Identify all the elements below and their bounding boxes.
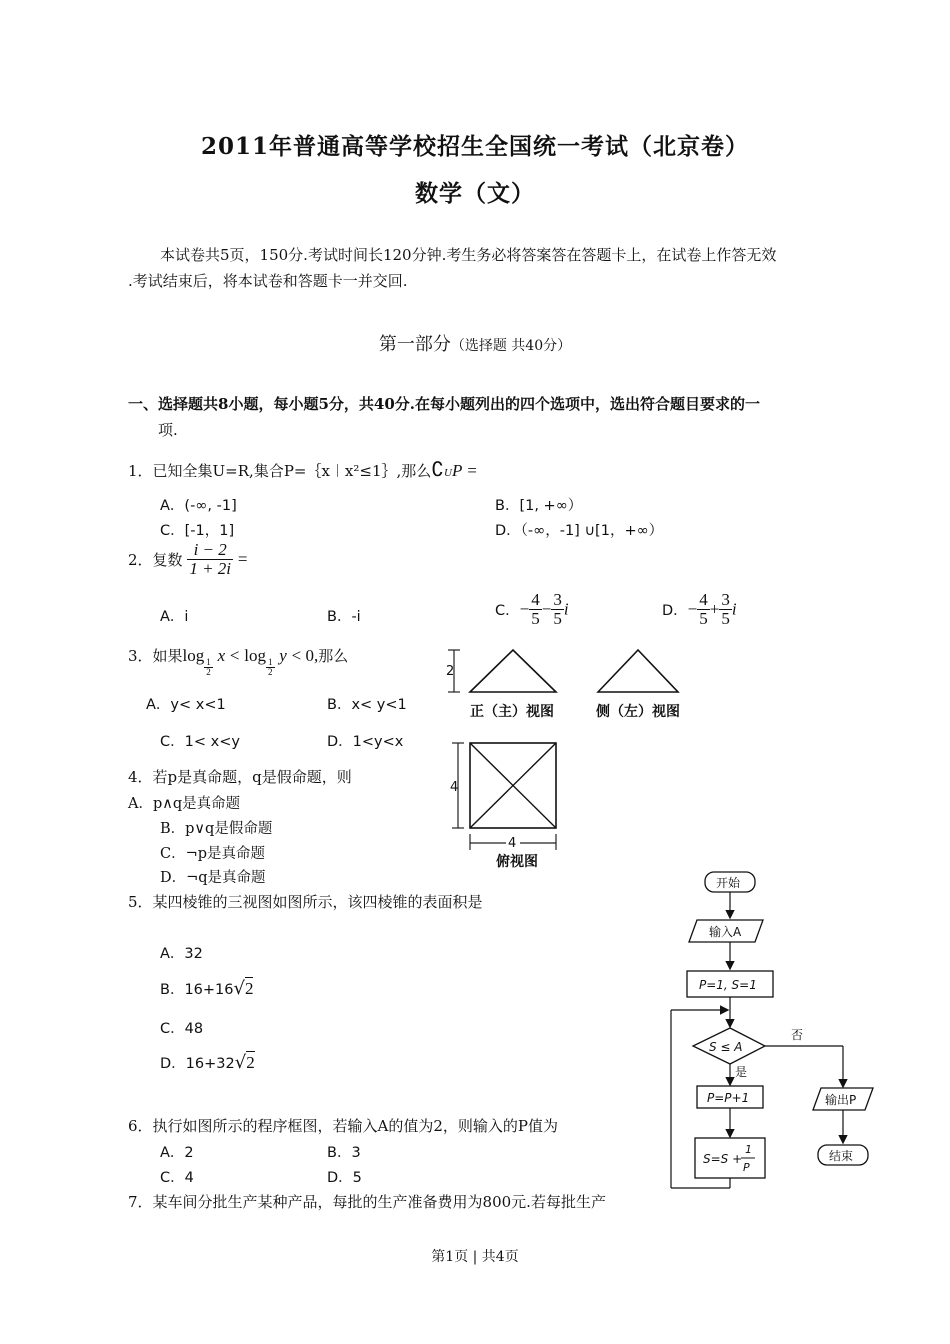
three-views-figure [438, 640, 708, 875]
q1-option-a: A．(-∞, -1] [160, 498, 237, 514]
q2-option-a: A．i [160, 609, 189, 625]
section-line-2: 项. [158, 421, 178, 439]
q2-c-imag: i [563, 599, 569, 619]
q6-option-d: D．5 [327, 1170, 362, 1186]
flow-end-label: 结束 [829, 1149, 854, 1163]
q2-c-frac1 [529, 591, 542, 628]
flowchart-figure [665, 868, 880, 1193]
part-title: 第一部分 [378, 334, 451, 355]
side-view-triangle [598, 650, 678, 692]
q3-log-1: log [182, 646, 205, 665]
q2-d-frac1-den: 5 [699, 608, 708, 628]
side-view-label: 侧（左）视图 [596, 704, 680, 720]
q2-option-d [662, 591, 737, 628]
sqrt-symbol: √ [233, 978, 245, 999]
q3-base-2-num: 1 [268, 656, 273, 667]
q5-stem: 5．某四棱锥的三视图如图所示，该四棱锥的表面积是 [128, 893, 483, 911]
q3-base-1-den: 2 [206, 667, 211, 677]
q2-d-frac1-num: 4 [699, 590, 708, 609]
top-view-label: 俯视图 [496, 854, 538, 870]
q2-c-sign2: − [541, 599, 552, 619]
q4-option-a: A．p∧q是真命题 [128, 796, 241, 812]
q5-d-text: D．16+32 [160, 1056, 235, 1072]
q1-option-c: C．[-1，1] [160, 523, 235, 539]
front-view-triangle [470, 650, 556, 692]
q6-option-b: B．3 [327, 1145, 361, 1161]
q2-d-sign2: + [709, 599, 720, 619]
q2-c-frac2-num: 3 [553, 590, 562, 609]
q2-fraction [187, 541, 233, 578]
q2-d-frac2 [719, 591, 732, 628]
flow-init-label: P=1, S=1 [699, 978, 757, 992]
sqrt-symbol: √ [234, 1052, 247, 1073]
flow-step2-label: S=S + [703, 1152, 743, 1166]
q2-stem [128, 541, 247, 578]
q5-option-b [160, 978, 253, 999]
q2-option-b: B．-i [327, 609, 361, 625]
flow-condition-label: S ≤ A [709, 1040, 743, 1054]
complement-subscript: U [444, 467, 452, 479]
q3-tail-cn: 那么 [318, 647, 349, 665]
intro-line-1: 本试卷共5页，150分.考试时间长120分钟.考生务必将答案答在答题卡上，在试卷上作答无效 [160, 246, 777, 264]
page-subtitle: 数学（文） [415, 180, 535, 207]
q3-base-2 [266, 658, 275, 678]
q5-b-radicand: 2 [244, 979, 254, 998]
intro-line-2: .考试结束后，将本试卷和答题卡一并交回. [128, 272, 408, 290]
q3-option-d: D．1<y<x [327, 734, 404, 750]
q3-base-2-den: 2 [268, 667, 273, 677]
q2-option-c [495, 591, 569, 628]
q2-d-frac2-den: 5 [721, 608, 730, 628]
q3-option-b: B．x< y<1 [327, 697, 407, 713]
q3-option-c: C．1< x<y [160, 734, 240, 750]
q2-d-label: D． [662, 602, 688, 619]
q3-x: x [217, 646, 226, 665]
q2-numerator: i − 2 [187, 541, 233, 560]
q2-c-sign1: − [519, 599, 530, 619]
q2-c-frac1-num: 4 [531, 590, 540, 609]
part-heading [0, 330, 950, 356]
q4-stem: 4．若p是真命题，q是假命题，则 [128, 768, 352, 786]
q2-d-frac1 [697, 591, 710, 628]
flow-step1-label: P=P+1 [707, 1091, 750, 1105]
q2-c-label: C． [495, 602, 520, 619]
q3-lt: < [229, 646, 240, 665]
flow-step2-frac-den: P [743, 1161, 750, 1174]
q2-c-frac2-den: 5 [553, 608, 562, 628]
q3-y: y [279, 646, 287, 665]
q4-option-c: C．¬p是真命题 [160, 846, 266, 862]
top-view-side-label: 4 [450, 780, 459, 795]
q2-d-sign1: − [687, 599, 698, 619]
q3-base-1 [204, 658, 213, 678]
q5-option-d [160, 1052, 255, 1073]
q6-stem: 6．执行如图所示的程序框图，若输入A的值为2，则输入的P值为 [128, 1117, 559, 1135]
height-label: 2 [446, 664, 455, 679]
front-view-label: 正（主）视图 [470, 704, 554, 720]
complement-symbol: ∁ [431, 457, 445, 481]
flow-yes-label: 是 [735, 1065, 748, 1079]
q2-d-frac2-num: 3 [721, 590, 730, 609]
flow-step2-frac-num: 1 [745, 1143, 752, 1156]
q2-denominator: 1 + 2i [189, 558, 232, 578]
flow-input-label: 输入A [709, 925, 742, 939]
q5-option-c: C．48 [160, 1021, 204, 1037]
q3-option-a: A．y< x<1 [146, 697, 226, 713]
q3-stem-text: 3．如果 [128, 647, 183, 665]
q4-option-b: B．p∨q是假命题 [160, 821, 273, 837]
part-note: （选择题 共40分） [450, 338, 572, 354]
q6-option-c: C．4 [160, 1170, 194, 1186]
q1-option-b: B．[1, +∞） [495, 498, 583, 514]
q2-d-imag: i [731, 599, 737, 619]
q4-option-d: D．¬q是真命题 [160, 870, 266, 886]
q5-option-a: A．32 [160, 946, 203, 962]
flow-start-label: 开始 [716, 876, 741, 890]
q2-c-frac2 [551, 591, 564, 628]
q3-log-2: log [244, 646, 266, 665]
q7-stem: 7．某车间分批生产某种产品，每批的生产准备费用为800元.若每批生产 [128, 1193, 606, 1211]
q1-stem-text: 1．已知全集U=R,集合P=｛x︱x²≤1｝,那么 [128, 462, 432, 480]
q3-tail: < 0, [291, 646, 319, 665]
q1-stem [128, 457, 478, 481]
page-title: 2011年普通高等学校招生全国统一考试（北京卷） [200, 133, 749, 160]
q1-expr-rest: P = [451, 461, 478, 480]
flow-no-label: 否 [791, 1028, 804, 1042]
q6-option-a: A．2 [160, 1145, 194, 1161]
q2-equals: = [237, 549, 248, 569]
flow-output-label: 输出P [825, 1093, 857, 1107]
q3-stem [128, 645, 348, 677]
q5-d-radicand: 2 [246, 1053, 255, 1072]
q2-c-frac1-den: 5 [531, 608, 540, 628]
q3-base-1-num: 1 [206, 656, 211, 667]
page-footer: 第1页 | 共4页 [431, 1249, 519, 1265]
top-view-width-label: 4 [508, 836, 517, 851]
q1-option-d: D．（-∞，-1] ∪[1，+∞） [495, 523, 664, 539]
q5-b-text: B．16+16 [160, 982, 234, 998]
q2-stem-text: 2．复数 [128, 550, 183, 569]
section-line-1: 一、选择题共8小题，每小题5分，共40分.在每小题列出的四个选项中，选出符合题目要求的一 [128, 395, 760, 413]
